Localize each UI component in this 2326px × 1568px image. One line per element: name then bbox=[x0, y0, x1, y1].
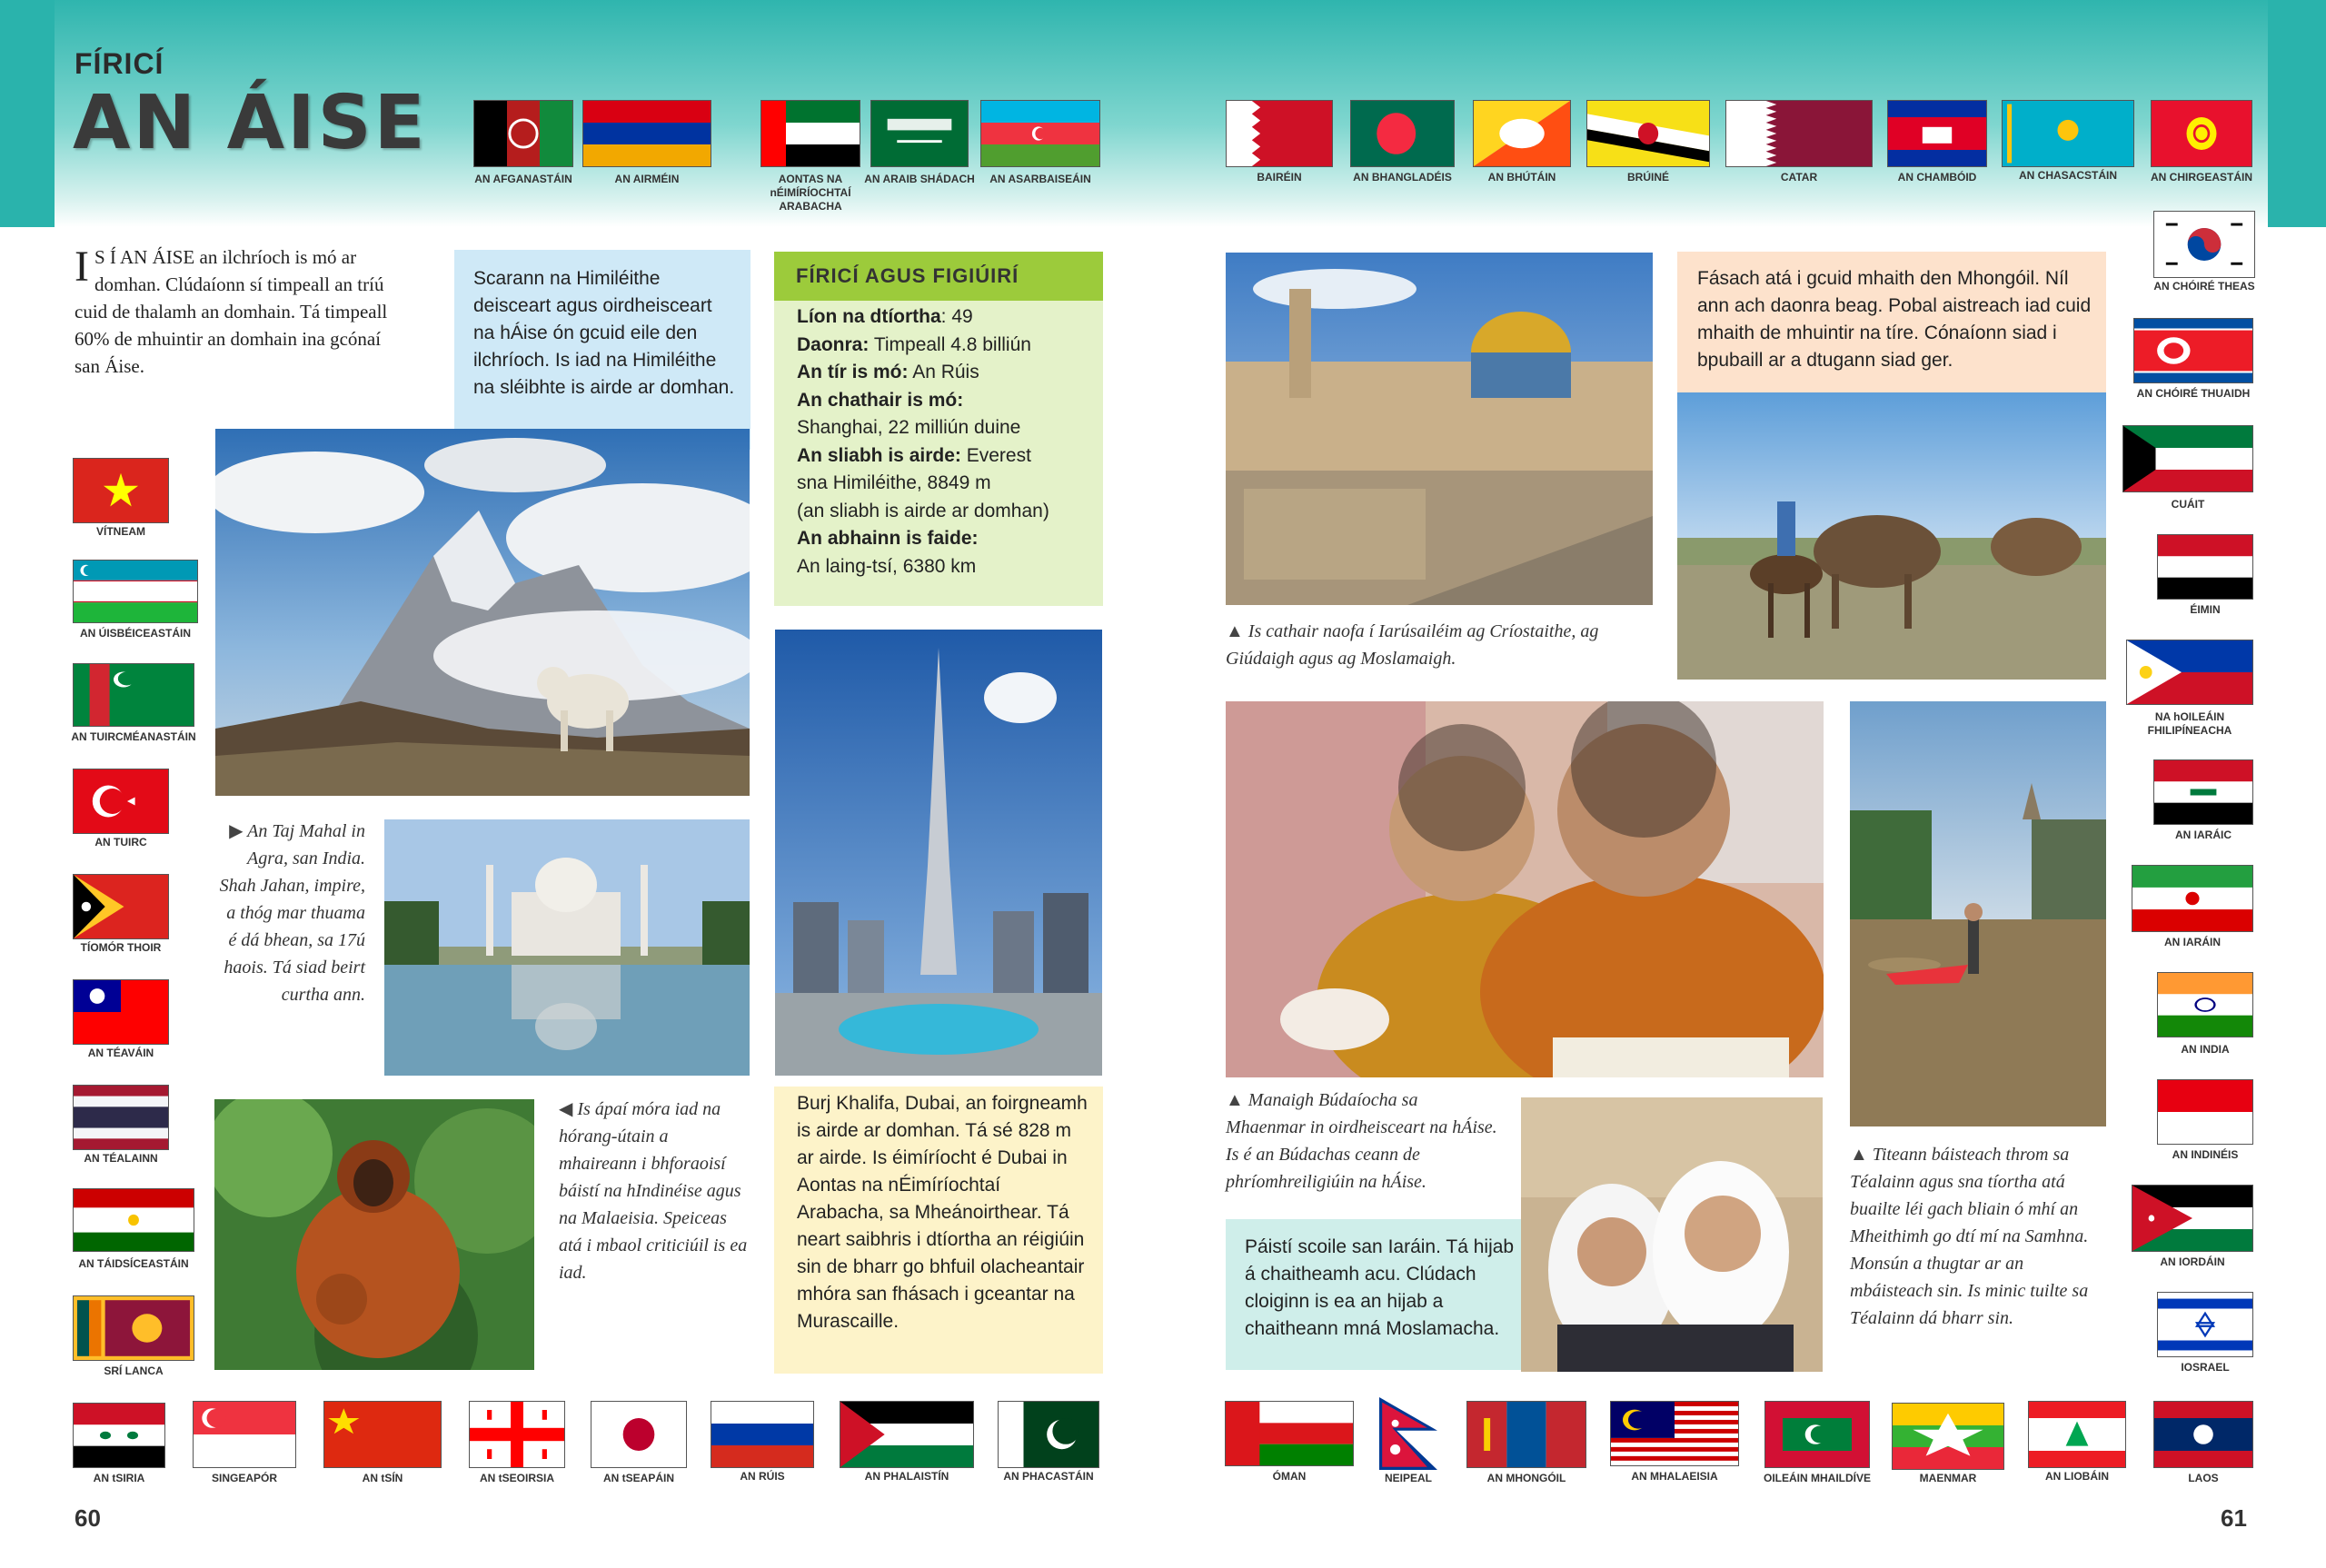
flag-label: ÉIMIN bbox=[2190, 603, 2221, 616]
flag-syria bbox=[73, 1403, 165, 1468]
jerusalem-caption-text: Is cathair naofa í Iarúsailéim ag Críostaithe, ag Giúdaigh agus ag Moslamaigh. bbox=[1226, 621, 1599, 669]
left-edge-bar bbox=[0, 0, 55, 227]
flag-tajikistan bbox=[73, 1188, 194, 1252]
taj-caption-text: An Taj Mahal in Agra, san India. Shah Jahan, impire, a thóg mar thuama é dá bhean, sa 17ú haois. Tá siad beirt curtha ann. bbox=[219, 821, 365, 1005]
flag-myanmar bbox=[1892, 1403, 2004, 1470]
fact-line: Daonra: Timpeall 4.8 billiún bbox=[797, 333, 1031, 355]
flag-yemen bbox=[2157, 534, 2253, 600]
flag-label: AN tSEOIRSIA bbox=[479, 1472, 554, 1484]
schoolkids-photo bbox=[1521, 1097, 1823, 1372]
fact-line: An abhainn is faide: bbox=[797, 528, 979, 549]
flag-singapore bbox=[193, 1401, 296, 1468]
fact-line: An sliabh is airde: Everest bbox=[797, 444, 1031, 466]
flag-label: AN BHÚTÁIN bbox=[1487, 171, 1556, 184]
flag-label: ÓMAN bbox=[1272, 1470, 1307, 1483]
flag-thailand bbox=[73, 1085, 169, 1150]
schoolkids-caption: Páistí scoile san Iaráin. Tá hijab á chaitheamh acu. Clúdach cloiginn is ea an hijab a chaitheann mná Moslamacha. bbox=[1245, 1236, 1515, 1339]
flag-japan bbox=[591, 1401, 687, 1468]
flag-label: AN TÉALAINN bbox=[84, 1152, 158, 1165]
thailand-caption-text: Titeann báisteach throm sa Téalainn agus sna tíortha atá buailte léi gach bliain ó mhí an Mheithimh go dtí mí na Samhna. Monsún a thugtar ar an mbáisteach sin. Is minic tuilte sa Téalainn dá bharr sin. bbox=[1850, 1145, 2089, 1328]
flag-saudi-arabia bbox=[870, 100, 969, 167]
flag-label: OILEÁIN MHAILDÍVE bbox=[1763, 1472, 1871, 1484]
flag-label: AN IARÁIC bbox=[2175, 829, 2232, 841]
fact-line: Líon na dtíortha: 49 bbox=[797, 306, 973, 327]
thailand-flood-photo bbox=[1850, 701, 2106, 1126]
flag-label: AN ÚISBÉICEASTÁIN bbox=[79, 627, 191, 640]
flag-label: AN BHANGLADÉIS bbox=[1353, 171, 1452, 184]
fact-line: An tír is mó: An Rúis bbox=[797, 362, 979, 382]
flag-label: BRÚINÉ bbox=[1626, 171, 1669, 184]
flag-north-korea bbox=[2133, 318, 2253, 383]
flag-russia bbox=[711, 1401, 814, 1468]
flag-label: AN tSÍN bbox=[362, 1472, 403, 1484]
thailand-caption bbox=[1850, 1141, 2106, 1332]
intro-paragraph bbox=[75, 243, 411, 380]
flag-label: AN PHALAISTÍN bbox=[864, 1470, 949, 1483]
flag-label: AN TÁIDSÍCEASTÁIN bbox=[78, 1257, 189, 1270]
flag-label: AN tSEAPÁIN bbox=[602, 1472, 674, 1484]
flag-label: AN INDINÉIS bbox=[2172, 1148, 2239, 1161]
flag-afghanistan bbox=[473, 100, 573, 167]
flag-iran bbox=[2132, 865, 2253, 932]
flag-label: AN ARAIB SHÁDACH bbox=[864, 173, 975, 185]
himalaya-yak-photo bbox=[215, 429, 750, 796]
orangutan-caption-text: Is ápaí móra iad na hórang-útain a mhaireann i bhforaoisí báistí na hIndinéise agus na Malaeisia. Speiceas atá i mbaol criticiúil is ea iad. bbox=[559, 1099, 748, 1283]
flag-label: CATAR bbox=[1780, 171, 1818, 184]
flag-pakistan bbox=[998, 1401, 1099, 1468]
burj-khalifa-photo bbox=[775, 630, 1102, 1076]
fact-line: An laing-tsí, 6380 km bbox=[797, 555, 977, 577]
flag-label: AN INDIA bbox=[2181, 1043, 2230, 1056]
flag-laos bbox=[2153, 1401, 2253, 1468]
flag-bahrain bbox=[1226, 100, 1333, 167]
flag-brunei bbox=[1586, 100, 1710, 167]
monks-photo bbox=[1226, 701, 1824, 1077]
flag-label: AN MHALAEISIA bbox=[1631, 1470, 1718, 1483]
taj-mahal-photo bbox=[384, 819, 750, 1076]
flag-cambodia bbox=[1887, 100, 1987, 167]
flag-south-korea bbox=[2153, 211, 2255, 278]
left-triangle-icon: ◀ bbox=[559, 1099, 573, 1119]
flag-nepal bbox=[1379, 1397, 1437, 1470]
flag-kuwait bbox=[2122, 425, 2253, 492]
flag-vietnam bbox=[73, 458, 169, 523]
flag-taiwan bbox=[73, 979, 169, 1045]
mongolia-caption: Fásach atá i gcuid mhaith den Mhongóil. Níl ann ach daonra beag. Pobal aistreach iad cuid mhaith de mhuintir na tíre. Cónaíonn siad i bpubaill ar a dtugann siad ger. bbox=[1697, 268, 2092, 371]
flag-label: AN LIOBÁIN bbox=[2045, 1470, 2109, 1483]
up-triangle-icon: ▲ bbox=[1226, 1090, 1244, 1110]
fact-line: sna Himiléithe, 8849 m bbox=[797, 472, 991, 493]
flag-india bbox=[2157, 972, 2253, 1037]
flag-label: SINGEAPÓR bbox=[211, 1472, 277, 1484]
flag-uae bbox=[760, 100, 860, 167]
himalaya-text: Scarann na Himiléithe deisceart agus oirdheisceart na hÁise ón gcuid eile den ilchríoch. Is iad na Himiléithe na sléibhte is airde ar domhan. bbox=[473, 268, 735, 398]
flag-china bbox=[323, 1401, 442, 1468]
flag-bhutan bbox=[1473, 100, 1571, 167]
flag-sri-lanka bbox=[73, 1295, 194, 1361]
flag-timor-leste bbox=[73, 874, 169, 939]
flag-label: AN AIRMÉIN bbox=[614, 173, 680, 185]
flag-label: AN CHÓIRÉ THEAS bbox=[2153, 280, 2255, 293]
flag-label: AONTAS NA nÉIMÍRÍOCHTAÍ ARABACHA bbox=[770, 173, 851, 213]
flag-armenia bbox=[582, 100, 711, 167]
flag-georgia bbox=[469, 1401, 565, 1468]
flag-label: MAENMAR bbox=[1919, 1472, 1977, 1484]
orangutan-photo bbox=[214, 1099, 534, 1370]
flag-label: TÍOMÓR THOIR bbox=[80, 941, 162, 954]
page-title: AN ÁISE bbox=[73, 80, 428, 166]
fact-line: (an sliabh is airde ar domhan) bbox=[797, 500, 1049, 521]
right-edge-bar bbox=[2268, 0, 2326, 227]
flag-lebanon bbox=[2028, 1401, 2126, 1468]
jerusalem-photo bbox=[1226, 253, 1653, 605]
jerusalem-caption bbox=[1226, 618, 1653, 672]
flag-label: AN MHONGÓIL bbox=[1486, 1472, 1566, 1484]
flag-israel bbox=[2157, 1292, 2253, 1357]
flag-mongolia bbox=[1466, 1401, 1586, 1468]
flag-label: SRÍ LANCA bbox=[104, 1365, 164, 1377]
up-triangle-icon: ▲ bbox=[1226, 621, 1244, 641]
burj-caption: Burj Khalifa, Dubai, an foirgneamh is airde ar domhan. Tá sé 828 m ar airde. Is éimíríocht é Dubai in Aontas na nÉimíríochtaí Arabacha, sa Mheánoirthear. Tá neart saibhris i dtíortha an réigiúin sin de bharr go bhfuil olacheantair mhóra san fhásach i gceantar na Murascaille. bbox=[797, 1093, 1088, 1332]
flag-bangladesh bbox=[1350, 100, 1455, 167]
facts-tag: FÍRICÍ bbox=[75, 47, 164, 80]
flag-label: AN tSIRIA bbox=[93, 1472, 145, 1484]
flag-turkey bbox=[73, 769, 169, 834]
flag-label: AN CHIRGEASTÁIN bbox=[2150, 171, 2252, 184]
flag-label: IOSRAEL bbox=[2181, 1361, 2230, 1374]
flag-label: AN AFGANASTÁIN bbox=[474, 173, 572, 185]
flag-maldives bbox=[1764, 1401, 1870, 1468]
flag-jordan bbox=[2132, 1185, 2253, 1252]
flag-oman bbox=[1225, 1401, 1354, 1466]
flag-uzbekistan bbox=[73, 560, 198, 623]
flag-label: AN ASARBAISEÁIN bbox=[989, 173, 1091, 185]
monks-caption-text: Manaigh Búdaíocha sa Mhaenmar in oirdheisceart na hÁise. Is é an Búdachas ceann de phríomhreiligiúin na hÁise. bbox=[1226, 1090, 1497, 1192]
flag-azerbaijan bbox=[980, 100, 1100, 167]
flag-turkmenistan bbox=[73, 663, 194, 727]
flag-label: AN IORDÁIN bbox=[2160, 1255, 2225, 1268]
flag-label: CUÁIT bbox=[2171, 498, 2205, 511]
flag-qatar bbox=[1725, 100, 1873, 167]
flag-label: AN TUIRC bbox=[94, 836, 147, 849]
flag-label: AN CHAMBÓID bbox=[1897, 171, 1977, 184]
flag-label: AN PHACASTÁIN bbox=[1003, 1470, 1094, 1483]
flag-label: VÍTNEAM bbox=[96, 525, 145, 538]
intro-dropcap: I bbox=[75, 243, 89, 291]
flag-label: AN TÉAVÁIN bbox=[87, 1047, 154, 1059]
flag-label: NEIPEAL bbox=[1384, 1472, 1432, 1484]
flag-label: LAOS bbox=[2188, 1472, 2219, 1484]
fact-line: Shanghai, 22 milliún duine bbox=[797, 417, 1021, 438]
orangutan-caption bbox=[559, 1096, 750, 1286]
flag-label: BAIRÉIN bbox=[1257, 171, 1302, 184]
taj-caption bbox=[216, 818, 365, 1008]
flag-kyrgyzstan bbox=[2151, 100, 2252, 167]
fact-line: An chathair is mó: bbox=[797, 389, 964, 411]
flag-label: AN RÚIS bbox=[740, 1470, 785, 1483]
intro-text: S Í AN ÁISE an ilchríoch is mó ar domhan. Clúdaíonn sí timpeall an tríú cuid de thalamh an domhain. Tá timpeall 60% de mhuintir an domhain ina gcónaí san Áise. bbox=[75, 246, 388, 377]
page-number-right: 61 bbox=[2221, 1504, 2247, 1532]
facts-list bbox=[797, 303, 1097, 581]
up-triangle-icon: ▲ bbox=[1850, 1145, 1868, 1165]
flag-label: AN TUIRCMÉANASTÁIN bbox=[71, 730, 196, 743]
facts-heading: FÍRICÍ AGUS FIGIÚIRÍ bbox=[774, 252, 1103, 301]
mongolia-camels-photo bbox=[1677, 392, 2106, 680]
flag-philippines bbox=[2126, 640, 2253, 705]
flag-kazakhstan bbox=[2002, 100, 2134, 167]
flag-iraq bbox=[2153, 759, 2253, 825]
flag-label: NA hOILEÁIN FHILIPÍNEACHA bbox=[2147, 710, 2232, 737]
monks-caption bbox=[1226, 1087, 1498, 1196]
flag-label: AN CHÓIRÉ THUAIDH bbox=[2136, 387, 2251, 400]
flag-malaysia bbox=[1610, 1401, 1739, 1466]
flag-indonesia bbox=[2157, 1079, 2253, 1145]
flag-palestine bbox=[840, 1401, 974, 1468]
right-triangle-icon: ▶ bbox=[229, 821, 244, 841]
flag-label: AN CHASACSTÁIN bbox=[2019, 169, 2117, 182]
flag-label: AN IARÁIN bbox=[2164, 936, 2221, 948]
page-number-left: 60 bbox=[75, 1504, 101, 1532]
